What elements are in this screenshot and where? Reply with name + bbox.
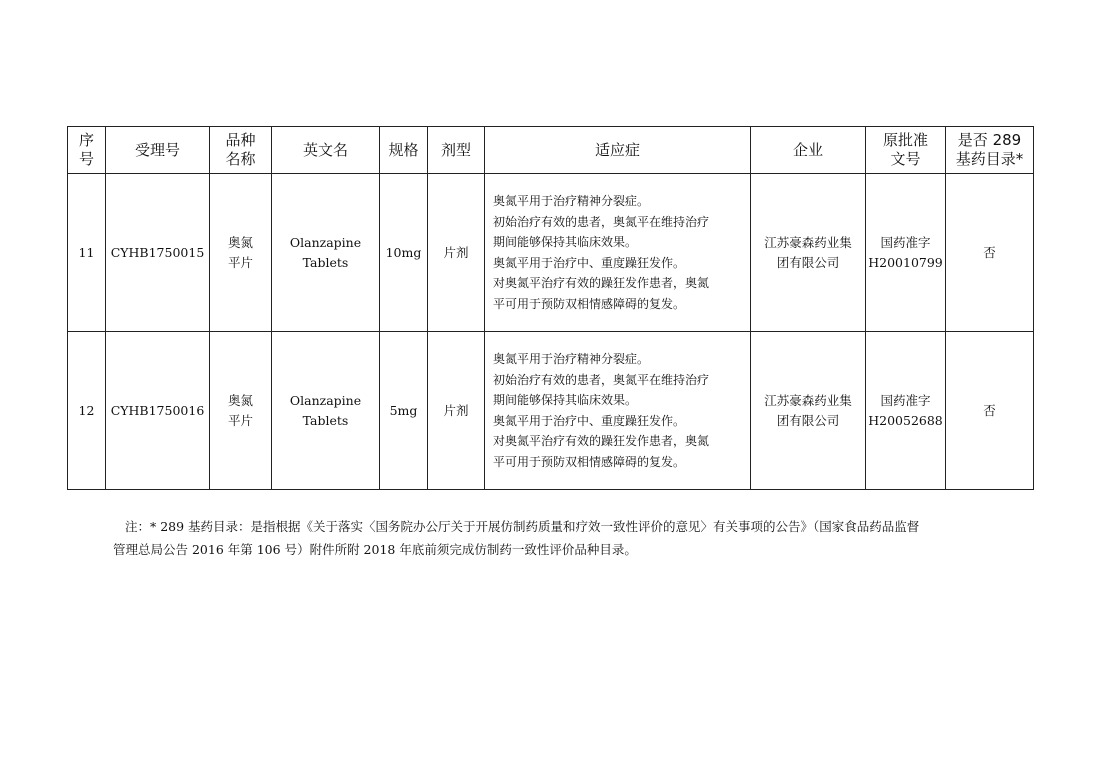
cell-name: 奥氮 平片: [210, 174, 272, 332]
cell-essential: 否: [946, 174, 1034, 332]
cell-essential: 否: [946, 332, 1034, 490]
cell-no: 12: [68, 332, 106, 490]
header-company: 企业: [751, 127, 866, 174]
header-row: [68, 127, 1034, 174]
header-spec: 规格: [380, 127, 428, 174]
cell-en-name: Olanzapine Tablets: [272, 174, 380, 332]
cell-no: 11: [68, 174, 106, 332]
cell-indication: 奥氮平用于治疗精神分裂症。 初始治疗有效的患者，奥氮平在维持治疗 期间能够保持其临床效果。 奥氮平用于治疗中、重度躁狂发作。 对奥氮平治疗有效的躁狂发作患者，奥氮 平可用于预防双相情感障碍的复发。: [485, 174, 751, 332]
cell-name: 奥氮 平片: [210, 332, 272, 490]
footnote-line: 管理总局公告 2016 年第 106 号）附件所附 2018 年底前须完成仿制药一致性评价品种目录。: [113, 542, 637, 557]
cell-accept-no: CYHB1750015: [106, 174, 210, 332]
header-form: 剂型: [428, 127, 485, 174]
cell-accept-no: CYHB1750016: [106, 332, 210, 490]
footnote-line: 注：* 289 基药目录：是指根据《关于落实〈国务院办公厅关于开展仿制药质量和疗效一致性评价的意见〉有关事项的公告》（国家食品药品监督: [125, 519, 920, 534]
header-name: 品种 名称: [210, 127, 272, 174]
cell-spec: 10mg: [380, 174, 428, 332]
header-accept-no: 受理号: [106, 127, 210, 174]
cell-approval: 国药准字 H20052688: [866, 332, 946, 490]
header-en-name: 英文名: [272, 127, 380, 174]
cell-company: 江苏豪森药业集 团有限公司: [751, 174, 866, 332]
footnote: [113, 515, 1013, 561]
header-essential: 是否 289 基药目录*: [946, 127, 1034, 174]
table-row: [68, 174, 1034, 332]
cell-spec: 5mg: [380, 332, 428, 490]
cell-indication: 奥氮平用于治疗精神分裂症。 初始治疗有效的患者，奥氮平在维持治疗 期间能够保持其临床效果。 奥氮平用于治疗中、重度躁狂发作。 对奥氮平治疗有效的躁狂发作患者，奥氮 平可用于预防双相情感障碍的复发。: [485, 332, 751, 490]
drug-table: [67, 126, 1034, 490]
cell-form: 片剂: [428, 332, 485, 490]
cell-company: 江苏豪森药业集 团有限公司: [751, 332, 866, 490]
cell-en-name: Olanzapine Tablets: [272, 332, 380, 490]
header-indication: 适应症: [485, 127, 751, 174]
table-row: [68, 332, 1034, 490]
cell-approval: 国药准字 H20010799: [866, 174, 946, 332]
cell-form: 片剂: [428, 174, 485, 332]
header-approval: 原批准 文号: [866, 127, 946, 174]
header-no: 序 号: [68, 127, 106, 174]
